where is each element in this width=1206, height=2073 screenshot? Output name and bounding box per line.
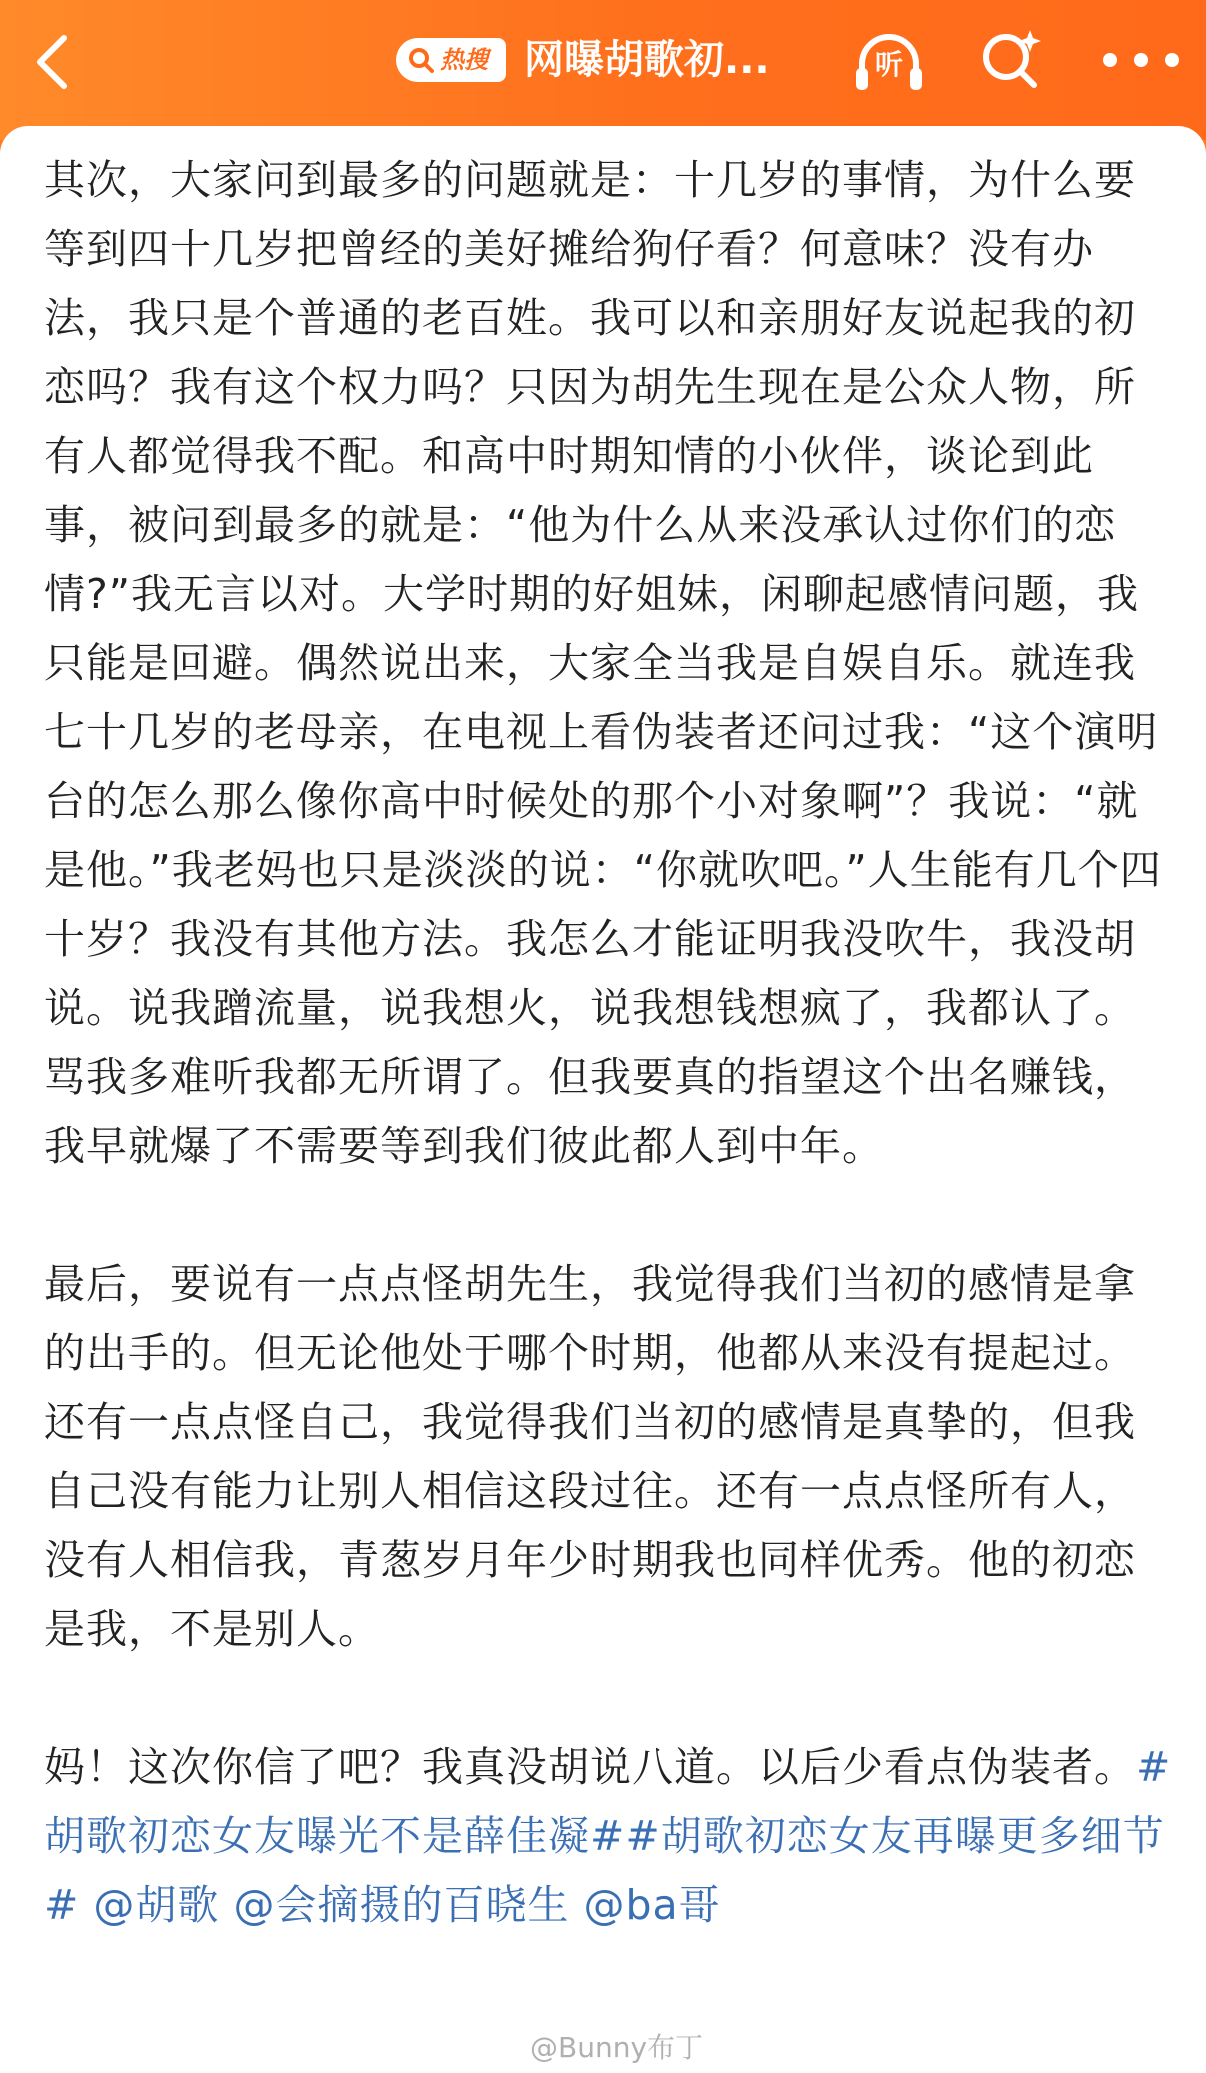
topic-link[interactable]: #胡歌初恋女友再曝更多细节# xyxy=(44,1812,1165,1929)
listen-label: 听 xyxy=(874,48,903,81)
top-navigation-bar xyxy=(0,0,1206,140)
page-title: 网曝胡歌初... xyxy=(524,37,770,83)
mention-link[interactable]: @胡歌 xyxy=(93,1881,220,1929)
back-chevron-left-icon[interactable] xyxy=(28,28,80,96)
more-dots-icon[interactable] xyxy=(1096,46,1186,74)
watermark: @Bunny布丁 xyxy=(530,2031,704,2064)
post-text: 妈！这次你信了吧？我真没胡说八道。以后少看点伪装者。 xyxy=(44,1743,1136,1791)
mention-link[interactable]: @ba哥 xyxy=(583,1881,721,1929)
listen-button[interactable] xyxy=(852,26,926,96)
search-sparkle-icon[interactable] xyxy=(976,24,1046,94)
post-body xyxy=(44,146,1174,1940)
mention-link[interactable]: @会摘摄的百晓生 xyxy=(233,1881,570,1929)
hot-search-badge[interactable] xyxy=(396,38,506,82)
hot-search-label: 热搜 xyxy=(440,46,488,74)
post-paragraph: 其次，大家问到最多的问题就是：十几岁的事情，为什么要等到四十几岁把曾经的美好摊给狗仔看？何意味？没有办法，我只是个普通的老百姓。我可以和亲朋好友说起我的初恋吗？我有这个权力吗？只因为胡先生现在是公众人物，所有人都觉得我不配。和高中时期知情的小伙伴，谈论到此事，被问到最多的就是：“他为什么从来没承认过你们的恋情?”我无言以对。大学时期的好姐妹，闲聊起感情问题，我只能是回避。偶然说出来，大家全当我是自娱自乐。就连我七十几岁的老母亲，在电视上看伪装者还问过我：“这个演明台的怎么那么像你高中时候处的那个小对象啊”？我说：“就是他。”我老妈也只是淡淡的说：“你就吹吧。”人生能有几个四十岁？我没有其他方法。我怎么才能证明我没吹牛，我没胡说。说我蹭流量，说我想火，说我想钱想疯了，我都认了。骂我多难听我都无所谓了。但我要真的指望这个出名赚钱，我早就爆了不需要等到我们彼此都人到中年。 xyxy=(44,156,1162,1170)
hot-search-magnifier-icon xyxy=(406,45,436,75)
post-paragraph: 最后，要说有一点点怪胡先生，我觉得我们当初的感情是拿的出手的。但无论他处于哪个时期，他都从来没有提起过。还有一点点怪自己，我觉得我们当初的感情是真挚的，但我自己没有能力让别人相信这段过往。还有一点点怪所有人，没有人相信我，青葱岁月年少时期我也同样优秀。他的初恋是我，不是别人。 xyxy=(44,1260,1136,1653)
post-paragraph-final xyxy=(44,1733,1174,1940)
topic-link[interactable]: #胡歌初恋女友曝光不是薛佳凝# xyxy=(44,1743,1172,1860)
